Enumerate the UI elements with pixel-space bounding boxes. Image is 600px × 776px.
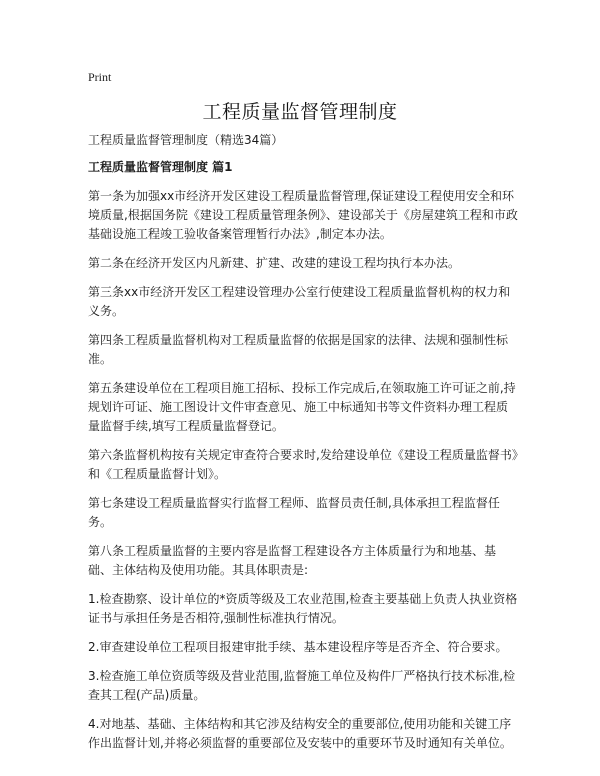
paragraph: 3.检查施工单位资质等级及营业范围,监督施工单位及构件厂严格执行技术标准,检查其工程(产品)质量。 [88,669,516,702]
paragraph: 第八条工程质量监督的主要内容是监督工程建设各方主体质量行为和地基、基础、主体结构及使用功能。其具体职责是: [88,544,497,577]
paragraph: 第五条建设单位在工程项目施工招标、投标工作完成后,在领取施工许可证之前,持规划许可证、施工图设计文件审查意见、施工中标通知书等文件资料办理工程质量监督手续,填写工程质量监督登记。 [88,381,516,433]
paragraph: 2.审查建设单位工程项目报建审批手续、基本建设程序等是否齐全、符合要求。 [88,640,508,654]
paragraph: 第二条在经济开发区内凡新建、扩建、改建的建设工程均执行本办法。 [88,256,461,270]
paragraph: 第四条工程质量监督机构对工程质量监督的依据是国家的法律、法规和强制性标准。 [88,333,509,366]
paragraph: 第一条为加强xx市经济开发区建设工程质量监督管理,保证建设工程使用安全和环境质量,根据国务院《建设工程质量管理条例》、建设部关于《房屋建筑工程和市政基础设施工程竣工验收备案管理暂行办法》,制定本办法。 [88,189,518,241]
document-subtitle: 工程质量监督管理制度（精选34篇） [88,133,284,147]
section-heading: 工程质量监督管理制度 篇1 [88,160,233,174]
paragraph: 第七条建设工程质量监督实行监督工程师、监督员责任制,具体承担工程监督任务。 [88,496,500,529]
paragraph: 第六条监督机构按有关规定审查符合要求时,发给建设单位《建设工程质量监督书》和《工程质量监督计划》。 [88,448,518,481]
paragraph: 1.检查勘察、设计单位的*资质等级及工农业范围,检查主要基础上负责人执业资格证书与承担任务是否相符,强制性标准执行情况。 [88,592,518,625]
document-body [88,131,518,763]
paragraph: 第三条xx市经济开发区工程建设管理办公室行使建设工程质量监督机构的权力和义务。 [88,285,511,318]
paragraph: 4.对地基、基础、主体结构和其它涉及结构安全的重要部位,使用功能和关键工序作出监督计划,并将必须监督的重要部位及安装中的重要环节及时通知有关单位。 [88,717,512,750]
print-label: Print [88,70,112,84]
document-title: 工程质量监督管理制度 [202,101,398,123]
